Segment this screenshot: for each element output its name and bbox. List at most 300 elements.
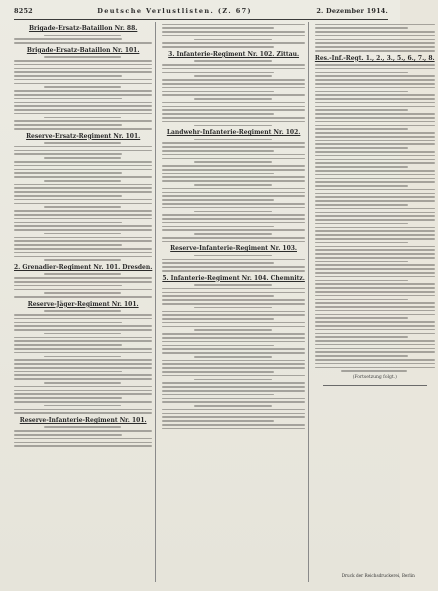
text-line — [194, 184, 272, 186]
text-line — [162, 420, 273, 422]
text-line — [194, 284, 272, 286]
text-line — [315, 106, 435, 108]
text-line — [315, 321, 435, 323]
text-line — [44, 56, 120, 58]
text-line — [162, 24, 305, 26]
text-line — [14, 314, 152, 316]
text-line — [315, 196, 435, 198]
text-line — [315, 79, 435, 81]
column-3 — [315, 22, 438, 582]
text-line — [14, 75, 122, 77]
text-line — [315, 46, 435, 48]
text-line — [315, 329, 435, 331]
text-line — [162, 352, 305, 354]
text-line — [315, 109, 408, 111]
section-heading: 3. Infanterie-Regiment Nr. 102. Zittau. — [168, 50, 300, 58]
text-line — [162, 270, 305, 272]
text-line — [315, 302, 435, 304]
text-line — [162, 150, 273, 152]
text-line — [14, 124, 122, 126]
text-line — [162, 241, 305, 243]
text-line — [315, 363, 435, 365]
text-line — [315, 64, 435, 66]
text-line — [315, 299, 408, 301]
text-line — [194, 60, 272, 62]
text-line — [162, 121, 305, 123]
text-line — [162, 207, 305, 209]
text-line — [44, 86, 120, 88]
text-line — [14, 281, 152, 283]
text-line — [14, 165, 152, 167]
text-line — [315, 344, 435, 346]
text-line — [14, 120, 152, 122]
text-line — [162, 142, 305, 144]
text-line — [14, 187, 152, 189]
text-line — [162, 409, 305, 411]
text-line — [315, 238, 435, 240]
text-line — [315, 35, 435, 37]
text-line — [315, 295, 435, 297]
text-line — [14, 150, 152, 152]
text-line — [315, 181, 435, 183]
page-number: 8252 — [14, 7, 33, 15]
text-line — [14, 289, 152, 291]
text-line — [194, 139, 272, 141]
text-line — [14, 409, 152, 411]
text-line — [44, 35, 120, 37]
text-line — [315, 136, 435, 138]
text-line — [14, 195, 122, 197]
text-line — [315, 125, 435, 127]
text-line — [315, 253, 435, 255]
text-line — [315, 359, 435, 361]
text-line — [162, 176, 305, 178]
text-line — [14, 79, 152, 81]
text-line — [162, 102, 305, 104]
text-line — [315, 219, 435, 221]
text-line — [14, 348, 152, 350]
text-line — [315, 314, 435, 316]
section-heading: 2. Grenadier-Regiment Nr. 101. Dresden. — [14, 263, 153, 271]
text-line — [162, 237, 305, 239]
text-line — [194, 329, 272, 331]
text-line — [162, 326, 305, 328]
text-line — [315, 75, 435, 77]
text-line — [315, 159, 435, 161]
text-line — [14, 352, 152, 354]
text-line — [315, 340, 435, 342]
text-line — [14, 285, 122, 287]
text-line — [162, 218, 305, 220]
text-line — [44, 117, 120, 119]
text-line — [14, 344, 122, 346]
text-line — [162, 106, 305, 108]
text-line — [194, 161, 272, 163]
section-heading: Landwehr-Infanterie-Regiment Nr. 102. — [166, 129, 301, 137]
text-line — [14, 244, 122, 246]
text-line — [14, 105, 152, 107]
text-line — [44, 206, 120, 208]
text-line — [162, 27, 273, 29]
text-line — [162, 367, 305, 369]
text-line — [162, 401, 305, 403]
text-line — [162, 333, 305, 335]
text-line — [162, 180, 305, 182]
text-line — [315, 355, 408, 357]
text-line — [315, 140, 435, 142]
text-line — [44, 259, 120, 261]
text-line — [14, 83, 152, 85]
text-line — [162, 428, 305, 430]
text-line — [315, 94, 435, 96]
text-line — [162, 222, 305, 224]
text-line — [44, 405, 120, 407]
text-line — [14, 71, 152, 73]
text-line — [315, 132, 435, 134]
text-line — [14, 378, 152, 380]
text-line — [14, 359, 152, 361]
text-line — [315, 27, 408, 29]
printer-imprint: Druck der Reichsdruckerei, Berlin — [341, 573, 415, 578]
text-line — [14, 386, 152, 388]
text-line — [194, 75, 272, 77]
continuation-note: (Fortsetzung folgt.) — [352, 374, 397, 380]
text-line — [162, 79, 305, 81]
text-line — [315, 257, 435, 259]
text-line — [162, 288, 305, 290]
text-line — [162, 214, 305, 216]
text-line — [14, 374, 152, 376]
footer-rule — [323, 385, 427, 386]
text-line — [14, 371, 122, 373]
text-line — [162, 192, 305, 194]
text-line — [315, 193, 435, 195]
text-line — [315, 189, 435, 191]
text-line — [14, 222, 122, 224]
text-line — [162, 68, 305, 70]
text-line — [14, 161, 152, 163]
text-line — [315, 121, 435, 123]
text-line — [315, 242, 408, 244]
text-line — [315, 162, 435, 164]
text-line — [162, 390, 305, 392]
text-line — [162, 318, 273, 320]
text-line — [14, 94, 152, 96]
text-line — [14, 98, 122, 100]
text-line — [162, 117, 305, 119]
text-line — [194, 307, 272, 309]
section-heading: Res.-Inf.-Regt. 1., 2., 3., 5., 6., 7., 8. — [314, 54, 435, 62]
text-line — [315, 234, 435, 236]
text-line — [315, 287, 435, 289]
text-line — [315, 268, 435, 270]
text-line — [14, 318, 152, 320]
text-line — [315, 230, 435, 232]
text-line — [315, 249, 435, 251]
text-line — [315, 367, 435, 369]
text-line — [315, 185, 408, 187]
column-1 — [14, 22, 156, 582]
issue-date: 2. Dezember 1914. — [316, 7, 388, 15]
text-line — [162, 42, 305, 44]
text-line — [44, 426, 120, 428]
text-line — [315, 246, 435, 248]
text-line — [14, 434, 122, 436]
text-line — [162, 173, 273, 175]
text-line — [162, 413, 305, 415]
text-line — [162, 35, 305, 37]
text-line — [315, 87, 435, 89]
text-line — [14, 252, 152, 254]
text-line — [14, 146, 152, 148]
text-line — [315, 283, 435, 285]
text-line — [315, 261, 408, 263]
text-line — [162, 91, 273, 93]
text-line — [14, 237, 152, 239]
text-line — [14, 203, 152, 205]
text-line — [315, 200, 435, 202]
text-line — [14, 256, 152, 258]
text-line — [162, 398, 305, 400]
text-line — [315, 113, 435, 115]
text-line — [315, 68, 435, 70]
text-line — [14, 438, 152, 440]
text-line — [14, 248, 152, 250]
text-line — [44, 157, 120, 159]
text-line — [162, 314, 305, 316]
text-line — [315, 117, 435, 119]
text-line — [315, 91, 408, 93]
text-line — [315, 170, 435, 172]
text-line — [315, 208, 435, 210]
text-line — [315, 128, 408, 130]
text-line — [14, 172, 122, 174]
text-line — [14, 109, 152, 111]
running-head — [14, 3, 388, 19]
text-line — [14, 393, 152, 395]
text-line — [14, 430, 152, 432]
text-line — [162, 199, 273, 201]
text-line — [315, 24, 435, 26]
text-line — [14, 322, 122, 324]
text-line — [315, 98, 435, 100]
text-line — [14, 277, 152, 279]
text-line — [14, 42, 152, 44]
text-line — [162, 169, 305, 171]
text-line — [315, 215, 435, 217]
text-line — [162, 292, 305, 294]
section-heading: Reserve-Infanterie-Regiment Nr. 101. — [19, 416, 147, 424]
text-line — [194, 255, 272, 257]
text-line — [14, 184, 152, 186]
text-line — [162, 345, 273, 347]
text-line — [162, 154, 305, 156]
text-line — [14, 153, 122, 155]
text-line — [162, 203, 305, 205]
text-line — [14, 64, 152, 66]
text-line — [194, 356, 272, 358]
text-line — [162, 165, 305, 167]
text-line — [194, 98, 272, 100]
text-line — [162, 360, 305, 362]
text-line — [14, 367, 152, 369]
text-line — [315, 39, 435, 41]
text-line — [315, 31, 435, 33]
text-line — [194, 39, 272, 41]
text-line — [14, 397, 122, 399]
text-line — [14, 68, 152, 70]
text-line — [14, 325, 152, 327]
text-line — [315, 306, 435, 308]
text-line — [14, 401, 152, 403]
text-line — [14, 240, 152, 242]
text-line — [315, 143, 435, 145]
text-line — [315, 351, 435, 353]
text-line — [194, 125, 272, 127]
text-line — [162, 375, 305, 377]
text-line — [162, 146, 305, 148]
section-heading: Reserve-Ersatz-Regiment Nr. 101. — [26, 132, 141, 140]
text-line — [162, 94, 305, 96]
text-line — [315, 227, 435, 229]
text-line — [315, 333, 435, 335]
text-line — [14, 38, 122, 40]
text-line — [162, 64, 305, 66]
text-line — [14, 169, 152, 171]
text-line — [162, 382, 305, 384]
text-line — [162, 83, 305, 85]
text-line — [14, 214, 152, 216]
text-line — [14, 102, 152, 104]
text-line — [14, 229, 152, 231]
text-line — [315, 42, 435, 44]
text-line — [315, 155, 435, 157]
text-line — [162, 195, 305, 197]
text-line — [315, 223, 408, 225]
text-line — [315, 212, 435, 214]
text-line — [315, 166, 408, 168]
text-line — [162, 113, 273, 115]
text-line — [162, 311, 305, 313]
section-heading: Reserve-Jäger-Regiment Nr. 101. — [27, 300, 139, 308]
text-line — [14, 412, 152, 414]
text-line — [44, 356, 120, 358]
text-line — [315, 178, 435, 180]
section-heading: Reserve-Infanterie-Regiment Nr. 103. — [170, 245, 298, 253]
text-line — [14, 218, 152, 220]
section-heading: Brigade-Ersatz-Bataillon Nr. 88. — [28, 25, 138, 32]
text-line — [14, 442, 152, 444]
text-columns — [14, 22, 435, 582]
text-line — [341, 370, 407, 372]
text-line — [162, 266, 305, 268]
text-line — [315, 280, 408, 282]
text-line — [162, 424, 305, 426]
text-line — [194, 405, 272, 407]
text-line — [14, 191, 152, 193]
text-line — [14, 329, 152, 331]
text-line — [162, 46, 273, 48]
text-line — [162, 299, 305, 301]
text-line — [14, 445, 152, 447]
text-line — [14, 225, 152, 227]
text-line — [44, 310, 120, 312]
text-line — [14, 390, 152, 392]
text-line — [162, 386, 305, 388]
text-line — [14, 176, 152, 178]
text-line — [315, 276, 435, 278]
section-heading: 5. Infanterie-Regiment Nr. 104. Chemnitz. — [162, 274, 305, 282]
text-line — [315, 348, 435, 350]
section-heading: Brigade-Ersatz-Bataillon Nr. 101. — [26, 46, 140, 54]
text-line — [315, 102, 435, 104]
text-line — [162, 295, 273, 297]
text-line — [162, 259, 305, 261]
text-line — [162, 416, 305, 418]
text-line — [162, 363, 305, 365]
text-line — [14, 210, 152, 212]
publication-title: Deutsche Verlustlisten. (Z. 67) — [97, 7, 253, 15]
header-rule — [14, 19, 388, 20]
text-line — [315, 50, 435, 52]
text-line — [14, 296, 152, 298]
text-line — [44, 233, 120, 235]
text-line — [315, 272, 435, 274]
text-line — [162, 371, 273, 373]
text-line — [315, 325, 435, 327]
text-line — [315, 336, 408, 338]
text-line — [162, 87, 305, 89]
text-line — [315, 204, 408, 206]
text-line — [14, 113, 152, 115]
text-line — [315, 151, 435, 153]
text-line — [14, 199, 152, 201]
text-line — [14, 60, 152, 62]
text-line — [14, 340, 152, 342]
text-line — [162, 31, 305, 33]
text-line — [14, 363, 152, 365]
text-line — [162, 322, 305, 324]
text-line — [315, 291, 435, 293]
text-line — [162, 394, 273, 396]
text-line — [162, 226, 273, 228]
text-line — [162, 72, 273, 74]
text-line — [315, 264, 435, 266]
text-line — [162, 348, 305, 350]
text-line — [44, 292, 120, 294]
text-line — [162, 341, 305, 343]
text-line — [315, 147, 408, 149]
text-line — [162, 262, 273, 264]
text-line — [44, 333, 120, 335]
text-line — [14, 90, 152, 92]
text-line — [315, 317, 408, 319]
text-line — [44, 142, 120, 144]
text-line — [315, 310, 435, 312]
text-line — [194, 233, 272, 235]
text-line — [14, 128, 152, 130]
text-line — [315, 83, 435, 85]
text-line — [44, 180, 120, 182]
text-line — [162, 303, 305, 305]
text-line — [44, 273, 120, 275]
text-line — [44, 382, 120, 384]
text-line — [162, 188, 305, 190]
text-line — [315, 174, 435, 176]
text-line — [194, 211, 272, 213]
text-line — [14, 337, 152, 339]
text-line — [162, 158, 305, 160]
